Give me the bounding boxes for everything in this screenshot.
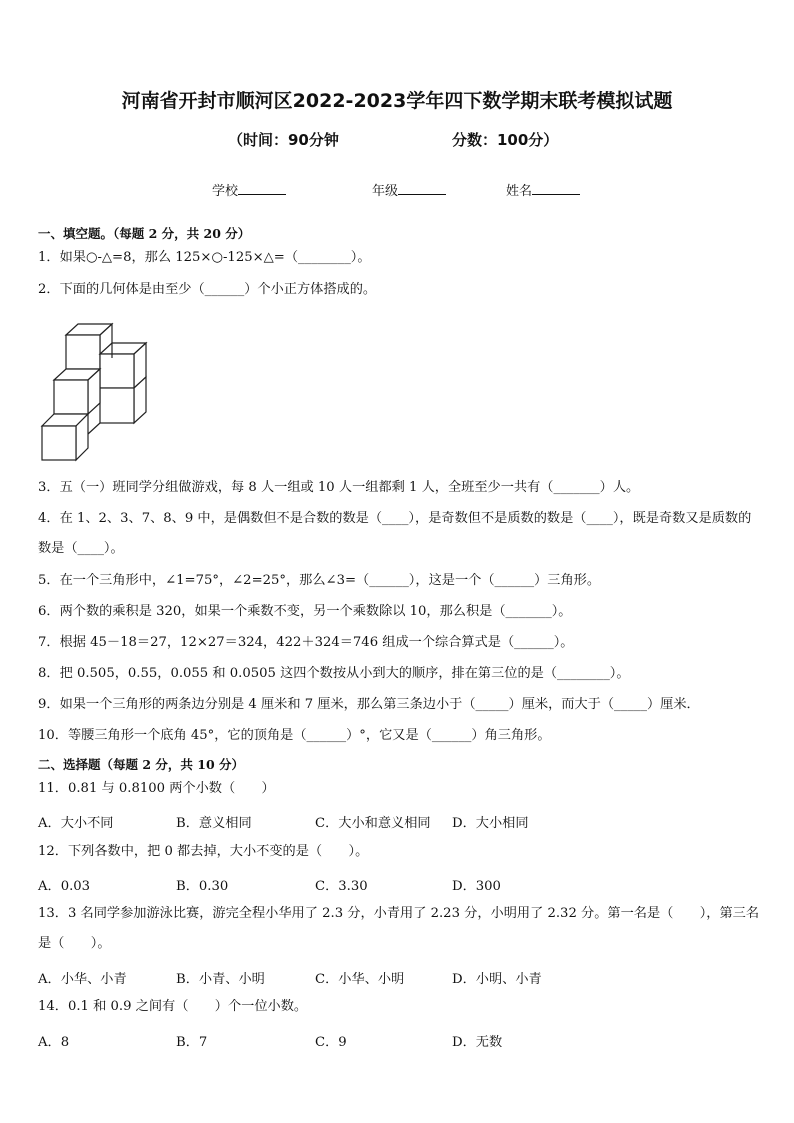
- option-c[interactable]: C．大小和意义相同: [315, 816, 431, 831]
- exam-title: 河南省开封市顺河区2022-2023学年四下数学期末联考模拟试题: [121, 90, 673, 112]
- option-d[interactable]: D．大小相同: [452, 816, 529, 831]
- option-a[interactable]: A．小华、小青: [38, 972, 127, 987]
- question-13: 13．3 名同学参加游泳比赛，游完全程小华用了 2.3 分，小青用了 2.23 分，小明用了 2.32 分。第一名是（ ），第三名是（ ）。: [38, 906, 760, 951]
- question-2: 2．下面的几何体是由至少（______）个小正方体搭成的。: [38, 282, 377, 297]
- question-6: 6．两个数的乘积是 320，如果一个乘数不变，另一个乘数除以 10，那么积是（_______）。: [38, 604, 572, 619]
- option-d[interactable]: D．小明、小青: [452, 972, 542, 987]
- section-multiple-choice: 二、选择题（每题 2 分，共 10 分）: [38, 757, 245, 772]
- option-b[interactable]: B．0.30: [176, 879, 229, 894]
- question-9: 9．如果一个三角形的两条边分别是 4 厘米和 7 厘米，那么第三条边小于（_____）厘米，而大于（_____）厘米．: [38, 697, 700, 712]
- school-field[interactable]: [212, 180, 286, 199]
- option-a[interactable]: A．大小不同: [38, 816, 114, 831]
- grade-label: 年级: [372, 184, 399, 199]
- section-fill-blank: 一、填空题。（每题 2 分，共 20 分）: [38, 226, 251, 241]
- exam-score: 分数：100分）: [452, 131, 559, 149]
- school-blank[interactable]: [238, 182, 286, 195]
- option-b[interactable]: B．7: [176, 1035, 208, 1050]
- option-c[interactable]: C．小华、小明: [315, 972, 405, 987]
- question-4: 4．在 1、2、3、7、8、9 中，是偶数但不是合数的数是（____），是奇数但不是质数的数是（____），既是奇数又是质数的数是（____）。: [38, 511, 752, 556]
- question-3: 3．五（一）班同学分组做游戏，每 8 人一组或 10 人一组都剩 1 人，全班至少一共有（_______）人。: [38, 480, 640, 495]
- question-12: 12．下列各数中，把 0 都去掉，大小不变的是（ ）。: [38, 844, 369, 859]
- option-d[interactable]: D．无数: [452, 1035, 503, 1050]
- school-label: 学校: [212, 184, 239, 199]
- option-d[interactable]: D．300: [452, 879, 501, 894]
- cube-stack-figure: [38, 320, 158, 470]
- option-c[interactable]: C．9: [315, 1035, 347, 1050]
- option-c[interactable]: C．3.30: [315, 879, 368, 894]
- grade-blank[interactable]: [398, 182, 446, 195]
- option-b[interactable]: B．小青、小明: [176, 972, 265, 987]
- name-label: 姓名: [506, 184, 533, 199]
- question-11: 11．0.81 与 0.8100 两个小数（ ）: [38, 781, 275, 796]
- option-b[interactable]: B．意义相同: [176, 816, 252, 831]
- name-blank[interactable]: [532, 182, 580, 195]
- question-1: 1．如果○-△=8，那么 125×○-125×△=（________）。: [38, 250, 371, 265]
- question-14: 14．0.1 和 0.9 之间有（ ）个一位小数。: [38, 999, 308, 1014]
- name-field[interactable]: [506, 180, 580, 199]
- question-7: 7．根据 45－18＝27，12×27＝324，422＋324＝746 组成一个综合算式是（______）。: [38, 635, 574, 650]
- option-a[interactable]: A．8: [38, 1035, 70, 1050]
- grade-field[interactable]: [372, 180, 446, 199]
- question-10: 10．等腰三角形一个底角 45°，它的顶角是（______）°，它又是（______）角三角形。: [38, 728, 551, 743]
- exam-time: （时间：90分钟: [228, 131, 339, 149]
- option-a[interactable]: A．0.03: [38, 879, 91, 894]
- question-5: 5．在一个三角形中，∠1=75°，∠2=25°，那么∠3=（______），这是一个（______）三角形。: [38, 573, 601, 588]
- question-8: 8．把 0.505，0.55，0.055 和 0.0505 这四个数按从小到大的顺序，排在第三位的是（________）。: [38, 666, 630, 681]
